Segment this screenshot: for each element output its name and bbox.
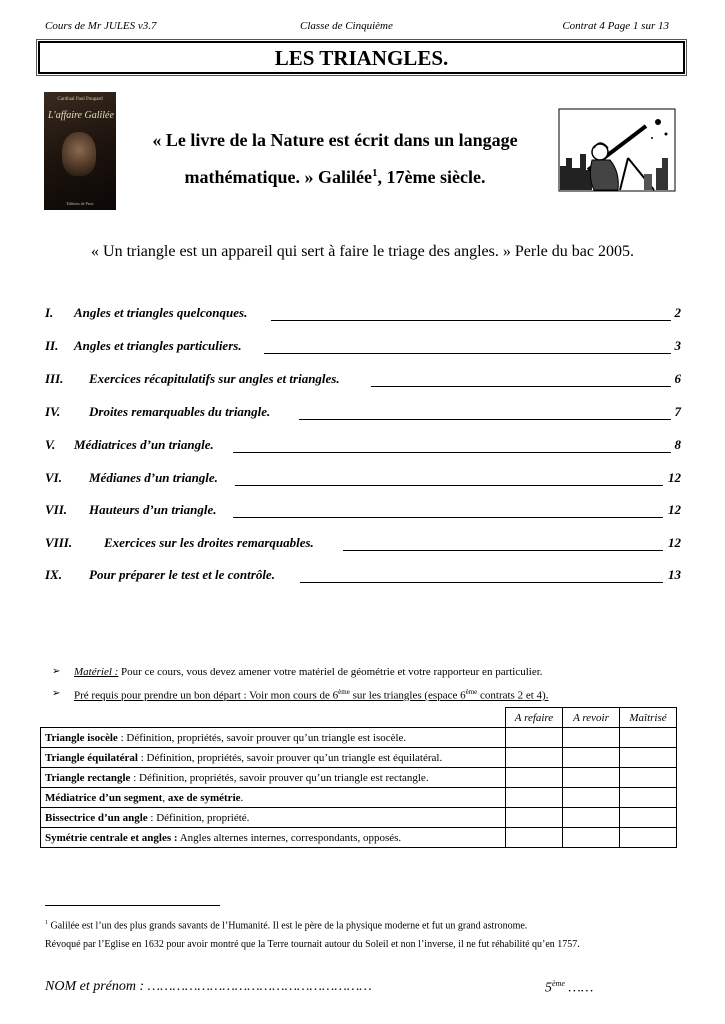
footnote-line2: Révoqué par l’Eglise en 1632 pour avoir montré que la Terre tournait autour du Soleil et non l’inverse, il ne fut réhabilité qu’en 1757.	[45, 939, 580, 950]
checkbox-cell[interactable]	[506, 748, 563, 768]
checkbox-cell[interactable]	[620, 748, 677, 768]
toc-page: 8	[674, 437, 681, 452]
skill-cell: Triangle isocèle : Définition, propriétés, savoir prouver qu’un triangle est isocèle.	[41, 728, 506, 748]
checkbox-cell[interactable]	[563, 768, 620, 788]
toc-title: Angles et triangles particuliers.	[74, 338, 242, 353]
galilee-quote	[125, 124, 545, 194]
toc-leader	[235, 485, 663, 486]
checkbox-cell[interactable]	[620, 728, 677, 748]
footnote-ref[interactable]: 1	[372, 167, 378, 179]
table-row	[41, 828, 677, 848]
checkbox-cell[interactable]	[506, 768, 563, 788]
galilee-quote-line2: mathématique. » Galilée$^1$, 17ème siècle.	[184, 167, 486, 187]
toc-number: IX.	[45, 567, 62, 582]
book-cover-image	[44, 92, 116, 210]
toc-item[interactable]	[45, 437, 681, 457]
toc-page: 2	[674, 305, 681, 320]
checkbox-cell[interactable]	[563, 828, 620, 848]
bac-quote: « Un triangle est un appareil qui sert à faire le triage des angles. » Perle du bac 2005.	[91, 243, 634, 260]
column-header: Maîtrisé	[620, 708, 677, 728]
table-header-row	[41, 708, 677, 728]
skill-cell: Symétrie centrale et angles : Angles alternes internes, correspondants, opposés.	[41, 828, 506, 848]
materiel-text: Pour ce cours, vous devez amener votre matériel de géométrie et votre rapporteur en particulier.	[118, 666, 543, 678]
column-header: A revoir	[563, 708, 620, 728]
toc-number: VIII.	[45, 535, 73, 550]
table-row	[41, 788, 677, 808]
checkbox-cell[interactable]	[563, 748, 620, 768]
toc-title: Droites remarquables du triangle.	[89, 404, 271, 419]
toc-leader	[233, 452, 671, 453]
toc-number: II.	[45, 338, 59, 353]
skill-cell: Triangle équilatéral : Définition, propriétés, savoir prouver qu’un triangle est équilatéral.	[41, 748, 506, 768]
skill-cell: Bissectrice d’un angle : Définition, propriété.	[41, 808, 506, 828]
toc-leader	[299, 419, 671, 420]
checkbox-cell[interactable]	[620, 828, 677, 848]
checkbox-cell[interactable]	[563, 808, 620, 828]
toc-item[interactable]	[45, 338, 681, 358]
astronomer-illustration-icon	[558, 108, 676, 192]
portrait-icon	[62, 132, 96, 176]
table-row	[41, 748, 677, 768]
toc-leader	[371, 386, 671, 387]
book-publisher: Editions de Paris	[66, 201, 94, 206]
competency-table	[40, 707, 677, 848]
header-page: Contrat 4 Page 1 sur 13	[562, 20, 669, 32]
checkbox-cell[interactable]	[620, 788, 677, 808]
toc-page: 12	[668, 470, 681, 485]
toc-item[interactable]	[45, 305, 681, 325]
skill-cell: Triangle rectangle : Définition, propriétés, savoir prouver qu’un triangle est rectangle.	[41, 768, 506, 788]
toc-leader	[343, 550, 663, 551]
checkbox-cell[interactable]	[506, 728, 563, 748]
header-class: Classe de Cinquième	[300, 20, 393, 32]
toc-page: 12	[668, 535, 681, 550]
book-title: L'affaire Galilée	[48, 110, 114, 121]
toc-title: Exercices sur les droites remarquables.	[104, 535, 314, 550]
materiel-label: Matériel :	[74, 666, 119, 678]
toc-title: Angles et triangles quelconques.	[74, 305, 248, 320]
toc-title: Médiatrices d’un triangle.	[74, 437, 214, 452]
class-field[interactable]: 5ème ……	[545, 979, 594, 996]
title-box	[38, 41, 685, 74]
toc-number: VI.	[45, 470, 62, 485]
galilee-quote-line1: « Le livre de la Nature est écrit dans un langage	[152, 130, 518, 150]
prerequisite-link[interactable]: Pré requis pour prendre un bon départ : Voir mon cours de 6ème sur les triangles (espace 6ème contrats 2 et 4).	[74, 688, 549, 702]
toc-title: Médianes d’un triangle.	[89, 470, 218, 485]
skill-cell: Médiatrice d’un segment, axe de symétrie.	[41, 788, 506, 808]
toc-number: I.	[45, 305, 54, 320]
toc-title: Pour préparer le test et le contrôle.	[89, 567, 275, 582]
toc-page: 7	[674, 404, 681, 419]
toc-page: 12	[668, 502, 681, 517]
toc-number: IV.	[45, 404, 61, 419]
toc-item[interactable]	[45, 404, 681, 424]
table-row	[41, 768, 677, 788]
toc-title: Exercices récapitulatifs sur angles et triangles.	[89, 371, 340, 386]
toc-page: 6	[674, 371, 681, 386]
arrow-bullet-icon: ➢	[52, 688, 61, 699]
toc-leader	[271, 320, 671, 321]
toc-leader	[233, 517, 663, 518]
toc-title: Hauteurs d’un triangle.	[89, 502, 217, 517]
name-field[interactable]: NOM et prénom : ………………………………………………	[45, 979, 372, 994]
toc-number: V.	[45, 437, 56, 452]
checkbox-cell[interactable]	[506, 808, 563, 828]
toc-item[interactable]	[45, 567, 681, 587]
toc-number: VII.	[45, 502, 68, 517]
toc-leader	[264, 353, 671, 354]
arrow-bullet-icon: ➢	[52, 666, 61, 677]
toc-item[interactable]	[45, 371, 681, 391]
checkbox-cell[interactable]	[506, 828, 563, 848]
toc-number: III.	[45, 371, 64, 386]
toc-page: 3	[674, 338, 681, 353]
footnote-line1: $^1$ Galilée est l’un des plus grands savants de l’Humanité. Il est le père de la physique moderne et fut un grand astronome.	[45, 920, 528, 932]
toc-item[interactable]	[45, 535, 681, 555]
header-course: Cours de Mr JULES v3.7	[45, 20, 157, 32]
table-row	[41, 728, 677, 748]
checkbox-cell[interactable]	[563, 728, 620, 748]
table-row	[41, 808, 677, 828]
book-author: Cardinal Paul Poupard	[57, 97, 103, 102]
toc-leader	[300, 582, 663, 583]
checkbox-cell[interactable]	[620, 768, 677, 788]
toc-page: 13	[668, 567, 681, 582]
column-header: A refaire	[506, 708, 563, 728]
page-title: LES TRIANGLES.	[274, 46, 449, 70]
toc-item[interactable]	[45, 470, 681, 490]
toc-item[interactable]	[45, 502, 681, 522]
checkbox-cell[interactable]	[620, 808, 677, 828]
footnote-divider	[45, 905, 220, 906]
checkbox-cell[interactable]	[563, 788, 620, 808]
checkbox-cell[interactable]	[506, 788, 563, 808]
